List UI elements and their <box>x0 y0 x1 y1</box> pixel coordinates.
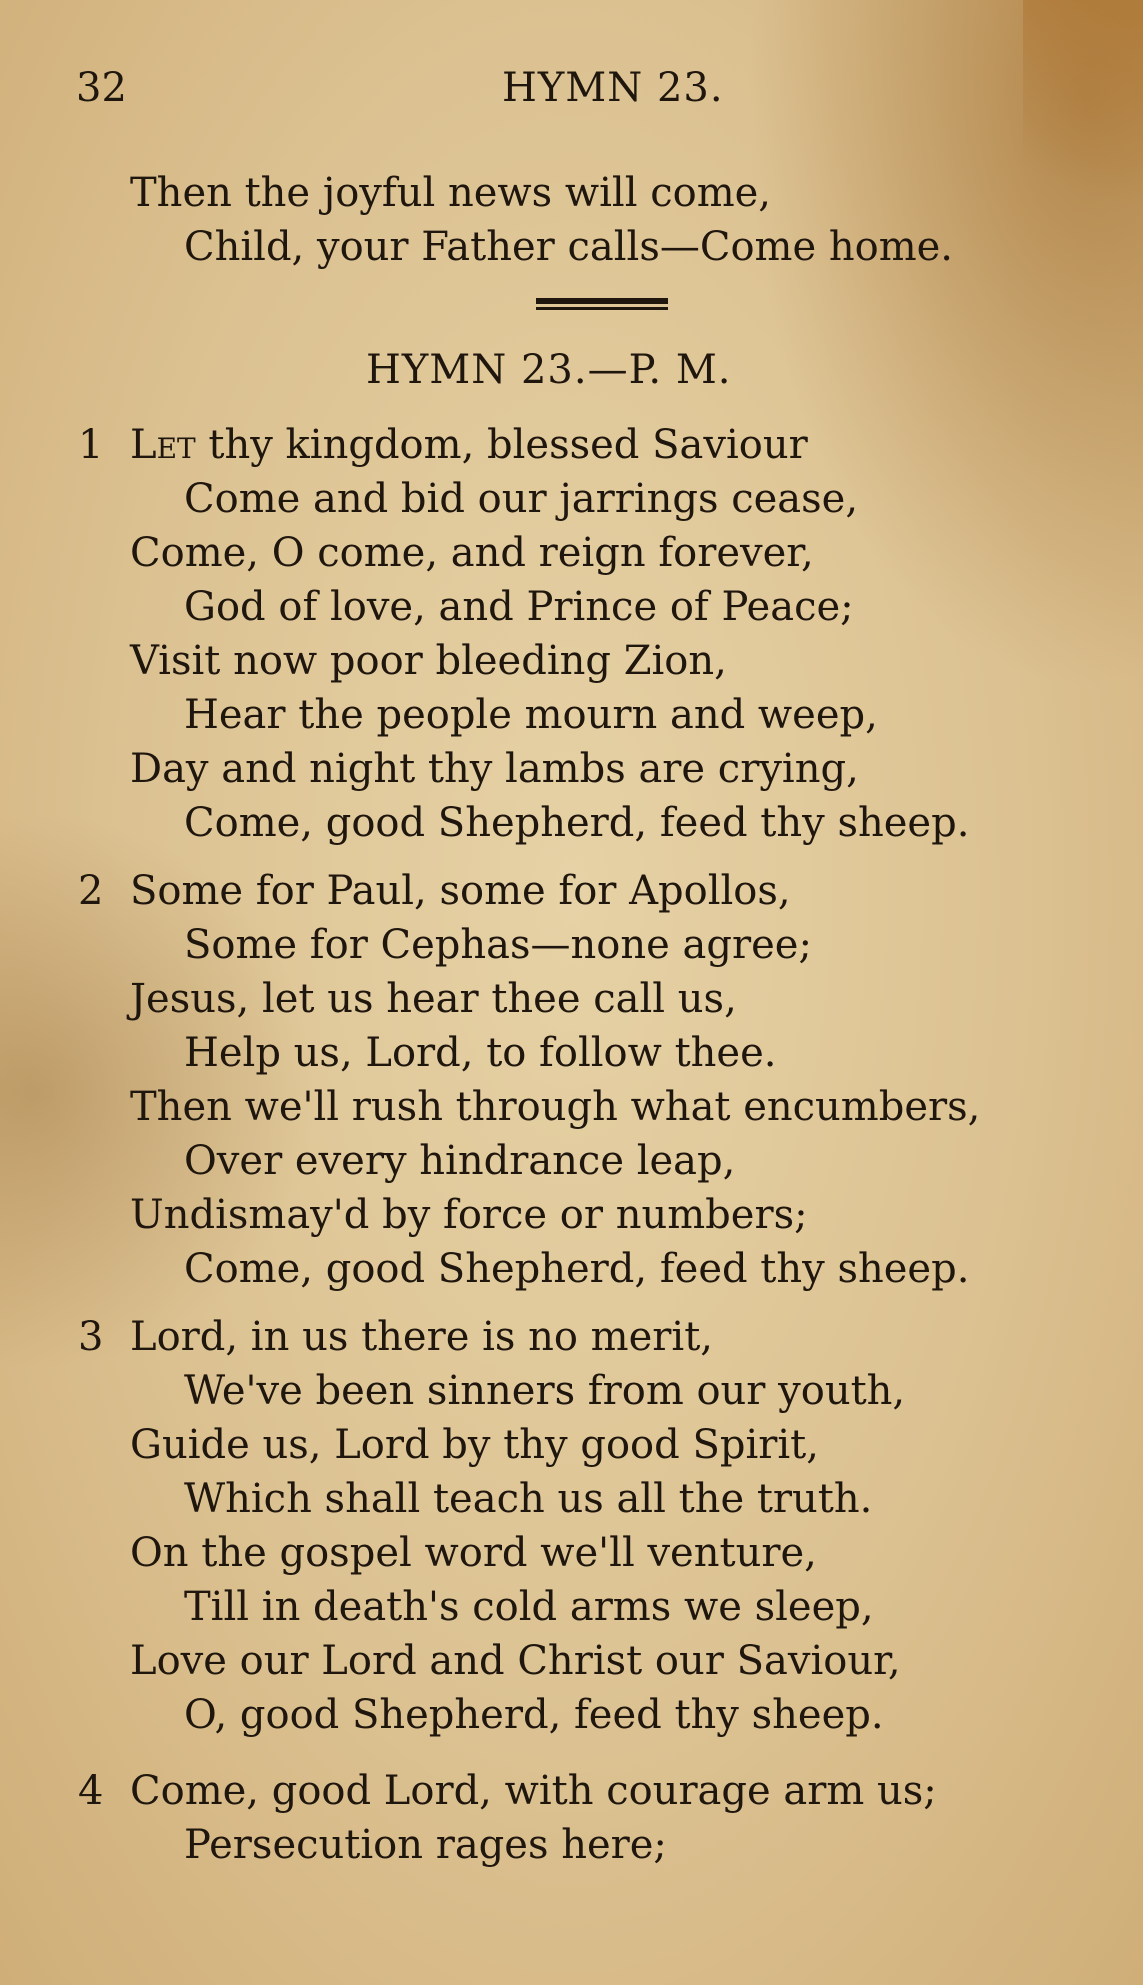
verse-line: Hear the people mourn and weep, <box>184 692 878 738</box>
verse-line: Come, O come, and reign forever, <box>130 530 814 576</box>
verse-line: Help us, Lord, to follow thee. <box>184 1030 777 1076</box>
previous-hymn-line: Child, your Father calls—Come home. <box>184 224 954 270</box>
page-number: 32 <box>76 65 127 111</box>
verse-line: Come, good Lord, with courage arm us; <box>130 1768 937 1814</box>
verse-line: Love our Lord and Christ our Saviour, <box>130 1638 901 1684</box>
verse-line: O, good Shepherd, feed thy sheep. <box>184 1692 884 1738</box>
verse-line: Which shall teach us all the truth. <box>184 1476 873 1522</box>
verse-number: 4 <box>78 1768 104 1814</box>
verse-number: 3 <box>78 1314 104 1360</box>
verse-first-word: Let <box>130 422 196 468</box>
page-header <box>0 58 1143 118</box>
verse-line: Day and night thy lambs are crying, <box>130 746 859 792</box>
verse-line: Undismay'd by force or numbers; <box>130 1192 808 1238</box>
verse-line: Come, good Shepherd, feed thy sheep. <box>184 1246 970 1292</box>
verse-line: Guide us, Lord by thy good Spirit, <box>130 1422 819 1468</box>
verse-line: Come and bid our jarrings cease, <box>184 476 859 522</box>
verse-line: Come, good Shepherd, feed thy sheep. <box>184 800 970 846</box>
section-divider <box>536 298 668 314</box>
verse-line: On the gospel word we'll venture, <box>130 1530 817 1576</box>
verse-line: We've been sinners from our youth, <box>184 1368 906 1414</box>
verse-line: Lord, in us there is no merit, <box>130 1314 713 1360</box>
running-head: HYMN 23. <box>502 65 724 111</box>
verse-line: Visit now poor bleeding Zion, <box>130 638 727 684</box>
verse-line <box>130 420 808 470</box>
hymn-title: HYMN 23.—P. M. <box>366 347 732 393</box>
verse-first-line-rest: thy kingdom, blessed Saviour <box>195 422 808 468</box>
verse-line: Some for Cephas—none agree; <box>184 922 812 968</box>
paper-stain <box>1023 0 1143 260</box>
previous-hymn-line: Then the joyful news will come, <box>130 170 772 216</box>
verse-line: Some for Paul, some for Apollos, <box>130 868 791 914</box>
verse-line: Over every hindrance leap, <box>184 1138 736 1184</box>
verse-line: God of love, and Prince of Peace; <box>184 584 854 630</box>
verse-line: Then we'll rush through what encumbers, <box>130 1084 981 1130</box>
verse-line: Persecution rages here; <box>184 1822 667 1868</box>
verse-line: Jesus, let us hear thee call us, <box>130 976 737 1022</box>
verse-number: 2 <box>78 868 104 914</box>
verse-number: 1 <box>78 422 104 468</box>
verse-line: Till in death's cold arms we sleep, <box>184 1584 874 1630</box>
